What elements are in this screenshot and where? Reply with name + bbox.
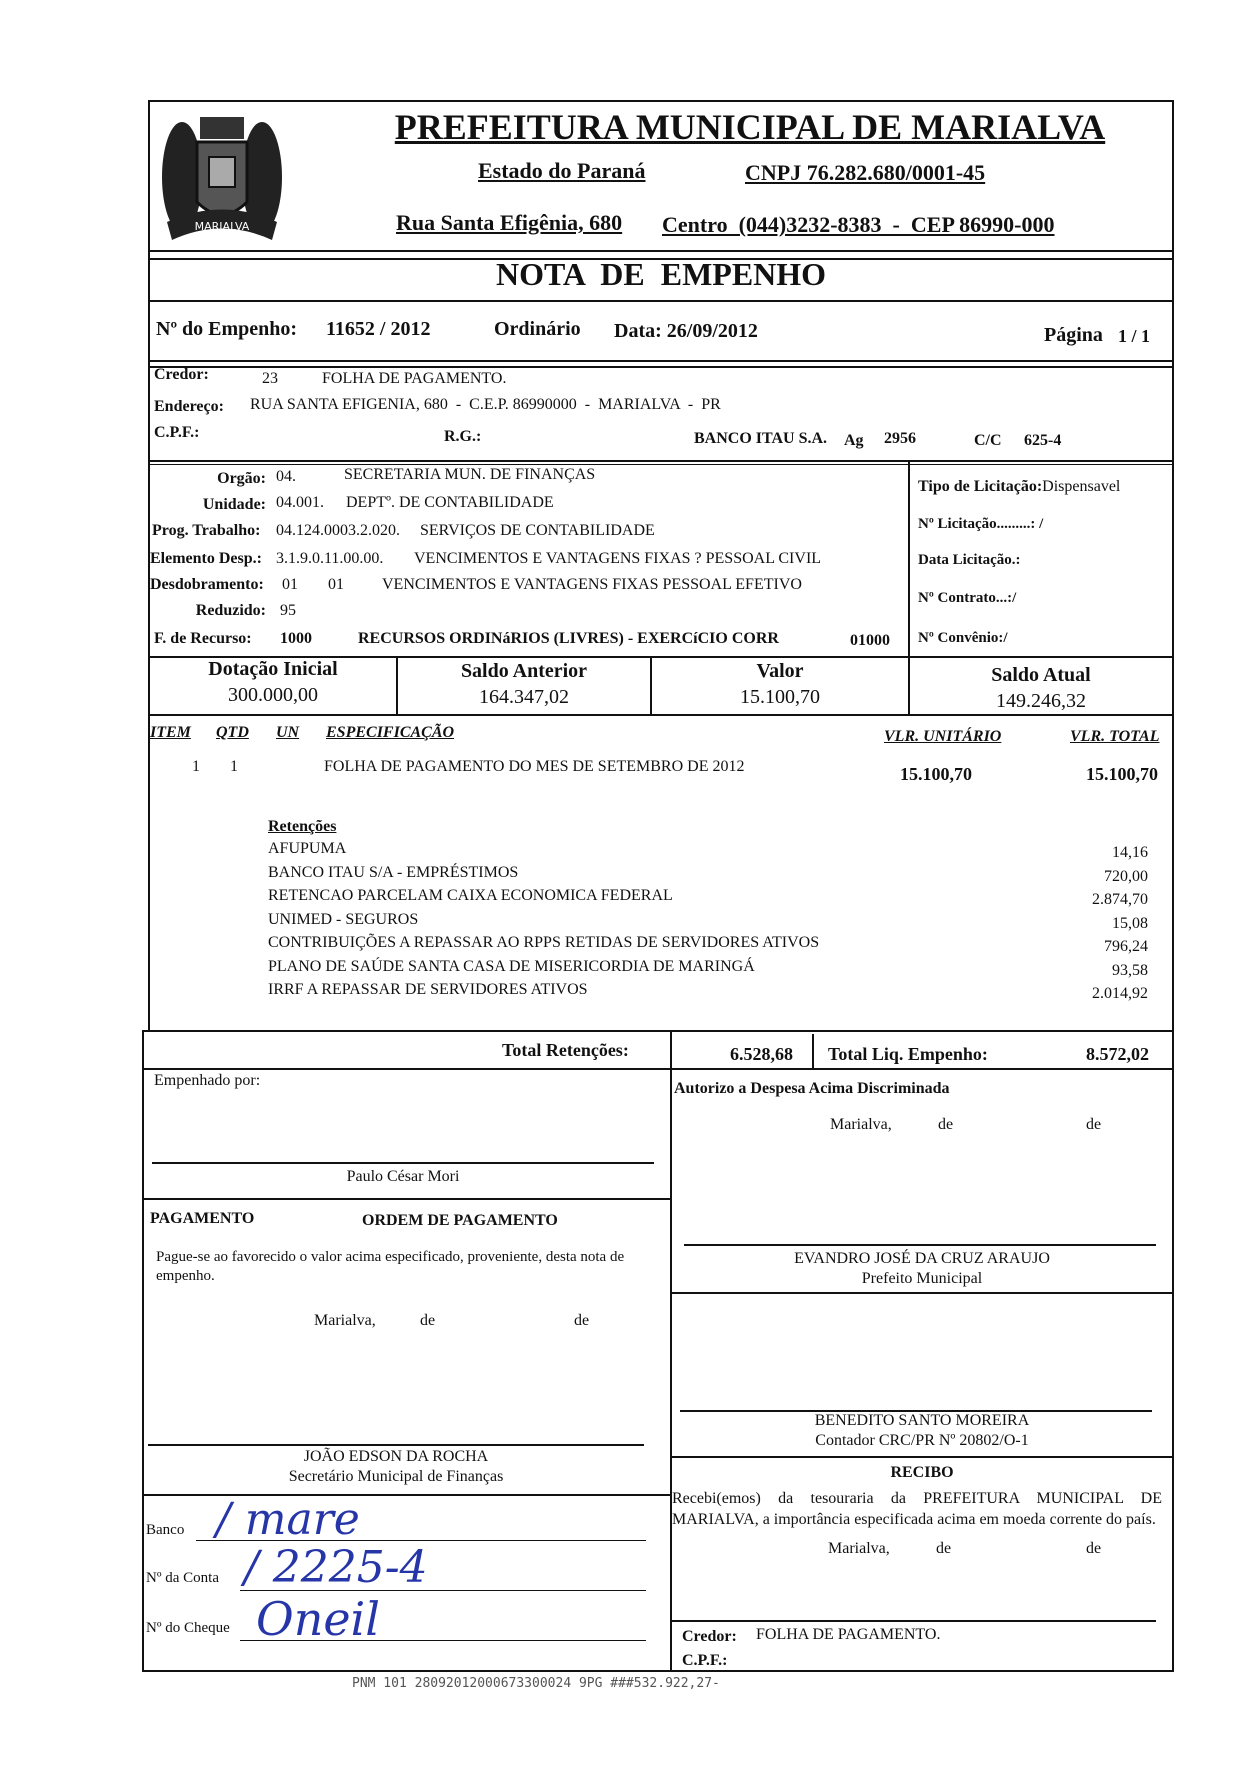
contador-name: BENEDITO SANTO MOREIRA — [814, 1412, 1030, 1429]
desd: VENCIMENTOS E VANTAGENS FIXAS PESSOAL EFETIVO — [382, 576, 802, 593]
header-right-border — [1172, 100, 1174, 1672]
retencao-label: BANCO ITAU S/A - EMPRÉSTIMOS — [268, 863, 519, 881]
dotacao-inicial-label: Dotação Inicial — [208, 658, 338, 680]
secretario-name: JOÃO EDSON DA ROCHA — [303, 1448, 489, 1465]
cc-label: C/C — [974, 432, 1002, 449]
divider — [142, 1030, 1174, 1032]
autorizo-de2: de — [1086, 1116, 1102, 1133]
lower-bottom-border — [142, 1670, 1174, 1672]
pague-text: Pague-se ao favorecido o valor acima especificado, proveniente, desta nota de empenho. — [156, 1249, 625, 1284]
pague-de2: de — [574, 1312, 590, 1329]
dotacao-inicial: 300.000,00 — [228, 684, 318, 706]
divider — [148, 360, 1174, 362]
address-label: Rua Santa Efigênia, 680 — [396, 210, 623, 235]
prog-code: 04.124.0003.2.020. — [276, 522, 400, 539]
elem-label: Elemento Desp.: — [150, 550, 262, 567]
cheque-handwriting: Oneil — [256, 1592, 380, 1646]
item1-unit: 15.100,70 — [900, 764, 972, 784]
divider — [148, 460, 1174, 462]
col-total: VLR. TOTAL — [1070, 728, 1160, 745]
ag-value: 2956 — [884, 430, 916, 447]
item1-total: 15.100,70 — [1086, 764, 1158, 784]
retencao-value: 2.014,92 — [1092, 985, 1148, 1002]
num-convenio: Nº Convênio:/ — [918, 630, 1008, 646]
contador-title: Contador CRC/PR Nº 20802/O-1 — [815, 1432, 1029, 1449]
empenho-type: Ordinário — [494, 318, 581, 340]
state-label: Estado do Paraná — [478, 158, 646, 183]
divider — [148, 300, 1174, 302]
reduzido-label: Reduzido: — [195, 602, 266, 619]
desd-code1: 01 — [282, 576, 298, 593]
recibo-cpf-label: C.P.F.: — [682, 1652, 728, 1669]
divider — [670, 1456, 1174, 1458]
item1-espec: FOLHA DE PAGAMENTO DO MES DE SETEMBRO DE 2012 — [324, 758, 745, 775]
elem-code: 3.1.9.0.11.00.00. — [276, 550, 384, 567]
retencao-label: PLANO DE SAÚDE SANTA CASA DE MISERICORDIA DE MARINGÁ — [268, 957, 755, 975]
prefeito-name: EVANDRO JOSÉ DA CRUZ ARAUJO — [794, 1250, 1050, 1267]
header-top-border — [148, 100, 1174, 102]
reduzido: 95 — [280, 602, 296, 619]
doc-title: NOTA DE EMPENHO — [495, 256, 827, 292]
prog-label: Prog. Trabalho: — [152, 522, 261, 539]
retencao-label: IRRF A REPASSAR DE SERVIDORES ATIVOS — [268, 981, 588, 998]
col-qtd: QTD — [216, 724, 249, 741]
retencao-value: 14,16 — [1112, 844, 1148, 861]
divider — [670, 1030, 672, 1070]
total-retencoes: 6.528,68 — [730, 1044, 793, 1064]
total-retencoes-label: Total Retenções: — [502, 1040, 629, 1060]
orgao-code: 04. — [276, 468, 296, 485]
center-divider — [670, 1068, 672, 1670]
retencao-label: RETENCAO PARCELAM CAIXA ECONOMICA FEDERAL — [268, 887, 673, 904]
item1-qtd: 1 — [230, 758, 238, 775]
banco-handwriting: / mare — [216, 1494, 360, 1545]
recurso-code2: 01000 — [850, 632, 890, 649]
num-contrato: Nº Contrato...:/ — [918, 590, 1017, 606]
divider — [148, 714, 1174, 716]
recibo-text: Recebi(emos) da tesouraria da PREFEITURA MUNICIPAL DE MARIALVA, a importância especificada acima em moeda corrente do país. — [672, 1490, 1162, 1528]
col-unit: VLR. UNITÁRIO — [884, 728, 1002, 745]
total-liq-label: Total Liq. Empenho: — [828, 1044, 988, 1064]
signature-line — [152, 1162, 654, 1164]
credor-label: Credor: — [154, 366, 209, 383]
pagamento-label: PAGAMENTO — [150, 1210, 255, 1227]
cnpj-label: CNPJ 76.282.680/0001-45 — [745, 160, 986, 185]
orgao: SECRETARIA MUN. DE FINANÇAS — [344, 466, 596, 483]
col-espec: ESPECIFICAÇÃO — [326, 724, 455, 741]
retencao-value: 15,08 — [1112, 914, 1148, 932]
cc-value: 625-4 — [1024, 432, 1062, 449]
unidade-label: Unidade: — [202, 496, 266, 513]
recibo-title: RECIBO — [890, 1464, 954, 1481]
autorizo-label: Autorizo a Despesa Acima Discriminada — [674, 1080, 950, 1097]
lower-left-border — [142, 1030, 144, 1672]
page-label: Página — [1044, 324, 1103, 346]
elem: VENCIMENTOS E VANTAGENS FIXAS ? PESSOAL CIVIL — [414, 550, 822, 567]
divider — [142, 1068, 1174, 1070]
desd-code2: 01 — [328, 576, 344, 593]
retencao-value: 93,58 — [1112, 961, 1148, 979]
ordem-label: ORDEM DE PAGAMENTO — [362, 1212, 558, 1229]
coat-of-arms-icon — [152, 102, 292, 252]
empenho-date: Data: 26/09/2012 — [614, 320, 758, 342]
banco-label: Banco — [146, 1522, 185, 1538]
endereco: RUA SANTA EFIGENIA, 680 - C.E.P. 86990000 - MARIALVA - PR — [250, 396, 721, 413]
autorizo-de1: de — [938, 1116, 954, 1133]
pague-city: Marialva, — [314, 1312, 376, 1329]
empenhado-name: Paulo César Mori — [346, 1168, 460, 1185]
empenhado-label: Empenhado por: — [154, 1072, 261, 1089]
desd-label: Desdobramento: — [150, 576, 264, 593]
empenho-num-label: Nº do Empenho: — [156, 318, 298, 340]
prog: SERVIÇOS DE CONTABILIDADE — [420, 522, 655, 539]
endereco-label: Endereço: — [154, 398, 224, 415]
recibo-credor-label: Credor: — [682, 1628, 737, 1645]
col-un: UN — [276, 724, 300, 741]
saldo-anterior: 164.347,02 — [479, 686, 569, 708]
conta-handwriting: / 2225-4 — [244, 1542, 428, 1593]
credor-name: FOLHA DE PAGAMENTO. — [322, 370, 507, 387]
data-licitacao: Data Licitação.: — [918, 552, 1021, 568]
pague-de1: de — [420, 1312, 436, 1329]
retencao-value: 720,00 — [1104, 867, 1148, 885]
recibo-de1: de — [936, 1540, 952, 1557]
conta-label: Nº da Conta — [146, 1570, 219, 1586]
recurso: RECURSOS ORDINáRIOS (LIVRES) - EXERCíCIO CORR — [358, 630, 779, 647]
banco-name: BANCO ITAU S.A. — [694, 430, 828, 447]
retencoes-title: Retenções — [268, 818, 337, 835]
divider — [670, 1292, 1174, 1294]
divider — [148, 464, 1174, 465]
retencao-label: AFUPUMA — [268, 840, 347, 857]
saldo-atual: 149.246,32 — [996, 690, 1086, 712]
valor-label: Valor — [756, 660, 804, 682]
divider — [148, 366, 1174, 368]
rg-label: R.G.: — [444, 428, 482, 445]
total-liq: 8.572,02 — [1086, 1044, 1149, 1064]
divider — [908, 462, 910, 658]
recibo-city: Marialva, — [828, 1540, 890, 1557]
credor-code: 23 — [262, 370, 278, 387]
footer-code: PNM 101 28092012000673300024 9PG ###532.922,27- — [352, 1676, 720, 1691]
empenho-num: 11652 / 2012 — [326, 318, 431, 340]
signature-line — [672, 1620, 1156, 1622]
saldo-anterior-label: Saldo Anterior — [460, 660, 588, 682]
signature-line — [684, 1244, 1156, 1246]
unidade: DEPTº. DE CONTABILIDADE — [346, 494, 554, 511]
recibo-credor-name: FOLHA DE PAGAMENTO. — [756, 1626, 941, 1643]
recurso-label: F. de Recurso: — [154, 630, 252, 647]
recibo-de2: de — [1086, 1540, 1102, 1557]
page-number: 1 / 1 — [1118, 326, 1151, 346]
signature-line — [148, 1444, 644, 1446]
tipo-licitacao-label — [918, 478, 1120, 496]
ag-label: Ag — [844, 432, 864, 449]
valor: 15.100,70 — [740, 686, 820, 708]
retencao-label: CONTRIBUIÇÕES A REPASSAR AO RPPS RETIDAS DE SERVIDORES ATIVOS — [268, 934, 820, 951]
retencao-value: 2.874,70 — [1092, 891, 1148, 908]
orgao-label: Orgão: — [217, 470, 266, 487]
retencao-label: UNIMED - SEGUROS — [268, 910, 419, 928]
item1-item: 1 — [192, 758, 200, 775]
svg-text:MARIALVA: MARIALVA — [194, 220, 250, 233]
page-title: PREFEITURA MUNICIPAL DE MARIALVA — [394, 107, 1106, 147]
retencao-value: 796,24 — [1104, 938, 1148, 955]
cpf-label: C.P.F.: — [154, 424, 200, 441]
col-item: ITEM — [150, 724, 191, 741]
tipo-value: Dispensavel — [1042, 478, 1121, 495]
cheque-label: Nº do Cheque — [146, 1620, 230, 1636]
recurso-code: 1000 — [280, 630, 312, 647]
divider — [142, 1198, 672, 1200]
address-rest-label: Centro (044)3232-8383 - CEP 86990-000 — [662, 212, 1055, 237]
autorizo-city: Marialva, — [830, 1116, 892, 1133]
divider — [812, 1034, 814, 1068]
prefeito-title: Prefeito Municipal — [861, 1270, 983, 1287]
secretario-title: Secretário Municipal de Finanças — [288, 1468, 504, 1485]
divider — [148, 250, 1174, 252]
saldo-atual-label: Saldo Atual — [991, 664, 1091, 686]
unidade-code: 04.001. — [276, 494, 324, 511]
num-licitacao: Nº Licitação.........: / — [918, 516, 1044, 532]
tipo-label: Tipo de Licitação: — [918, 478, 1043, 495]
